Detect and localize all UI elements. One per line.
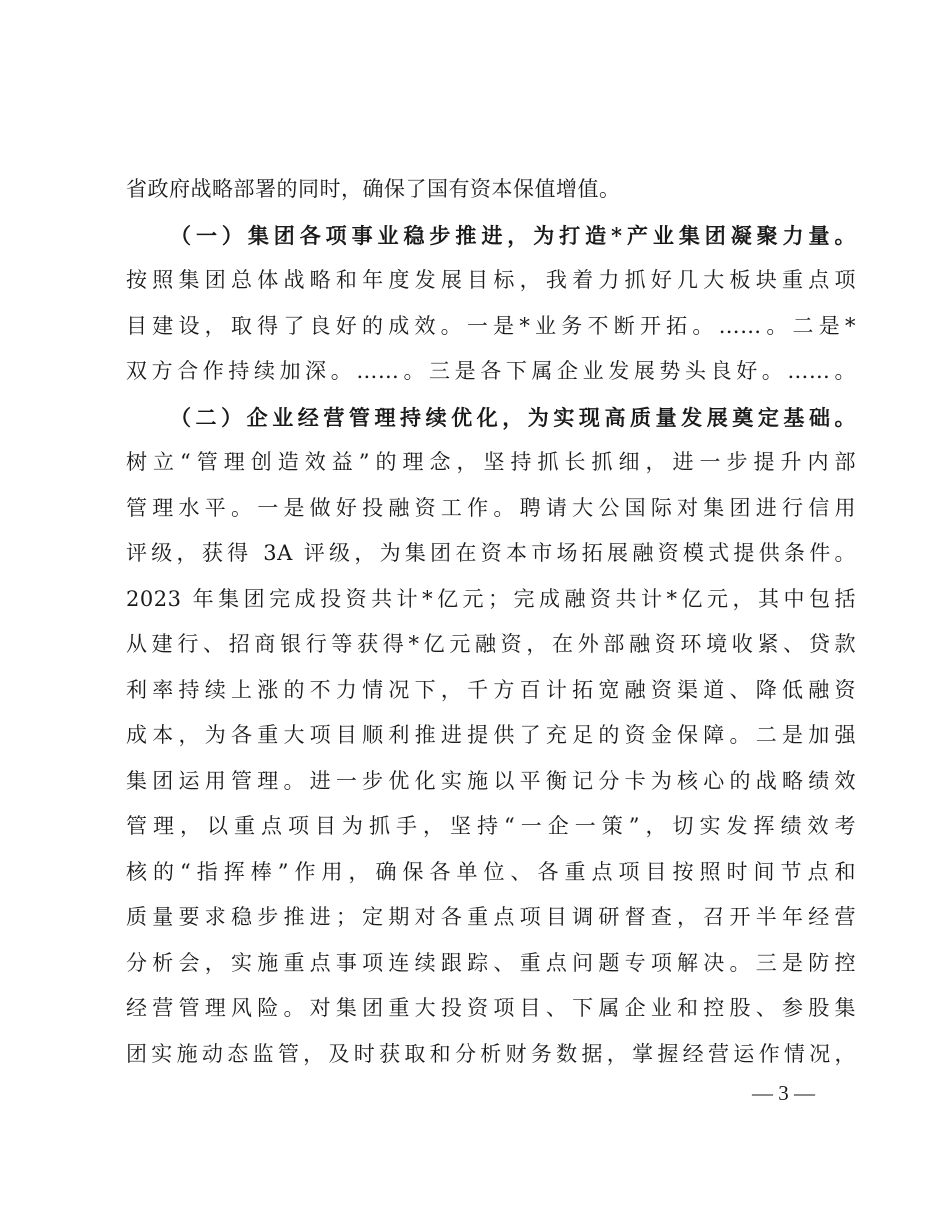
section-heading-2: （二）企业经营管理持续优化，为实现高质量发展奠定基础。 xyxy=(170,404,856,430)
paragraph-line: 核的“指挥棒”作用，确保各单位、各重点项目按照时间节点和 xyxy=(126,859,856,884)
paragraph-line: 质量要求稳步推进；定期对各重点项目调研督查，召开半年经营 xyxy=(126,905,856,929)
paragraph-line: 双方合作持续加深。……。三是各下属企业发展势头良好。……。 xyxy=(126,359,856,383)
paragraph-line: 团实施动态监管，及时获取和分析财务数据，掌握经营运作情况， xyxy=(126,1041,856,1066)
section-heading-1: （一）集团各项事业稳步推进，为打造*产业集团凝聚力量。 xyxy=(170,222,856,248)
paragraph-line: 从建行、招商银行等获得*亿元融资，在外部融资环境收紧、贷款 xyxy=(126,632,856,656)
page-number: — 3 — xyxy=(752,1081,815,1105)
paragraph-line: 经营管理风险。对集团重大投资项目、下属企业和控股、参股集 xyxy=(126,996,856,1020)
body-text xyxy=(126,167,856,1077)
paragraph-line: 树立“管理创造效益”的理念，坚持抓长抓细，进一步提升内部 xyxy=(126,450,856,474)
paragraph-line: 目建设，取得了良好的成效。一是*业务不断开拓。……。二是* xyxy=(126,313,856,338)
paragraph-line: 评级，获得 3A 评级，为集团在资本市场拓展融资模式提供条件。 xyxy=(126,541,856,565)
paragraph-line: 管理，以重点项目为抓手，坚持“一企一策”，切实发挥绩效考 xyxy=(126,814,856,838)
paragraph-line: 分析会，实施重点事项连续跟踪、重点问题专项解决。三是防控 xyxy=(126,950,856,975)
paragraph-line: 2023 年集团完成投资共计*亿元；完成融资共计*亿元，其中包括 xyxy=(126,586,856,611)
paragraph-line: 按照集团总体战略和年度发展目标，我着力抓好几大板块重点项 xyxy=(126,268,856,292)
paragraph-line: 利率持续上涨的不力情况下，千方百计拓宽融资渠道、降低融资 xyxy=(126,677,856,702)
paragraph-line: 成本，为各重大项目顺利推进提供了充足的资金保障。二是加强 xyxy=(126,723,856,747)
paragraph-line: 集团运用管理。进一步优化实施以平衡记分卡为核心的战略绩效 xyxy=(126,768,856,793)
paragraph-line: 管理水平。一是做好投融资工作。聘请大公国际对集团进行信用 xyxy=(126,495,856,520)
paragraph-line: 省政府战略部署的同时，确保了国有资本保值增值。 xyxy=(126,177,621,201)
